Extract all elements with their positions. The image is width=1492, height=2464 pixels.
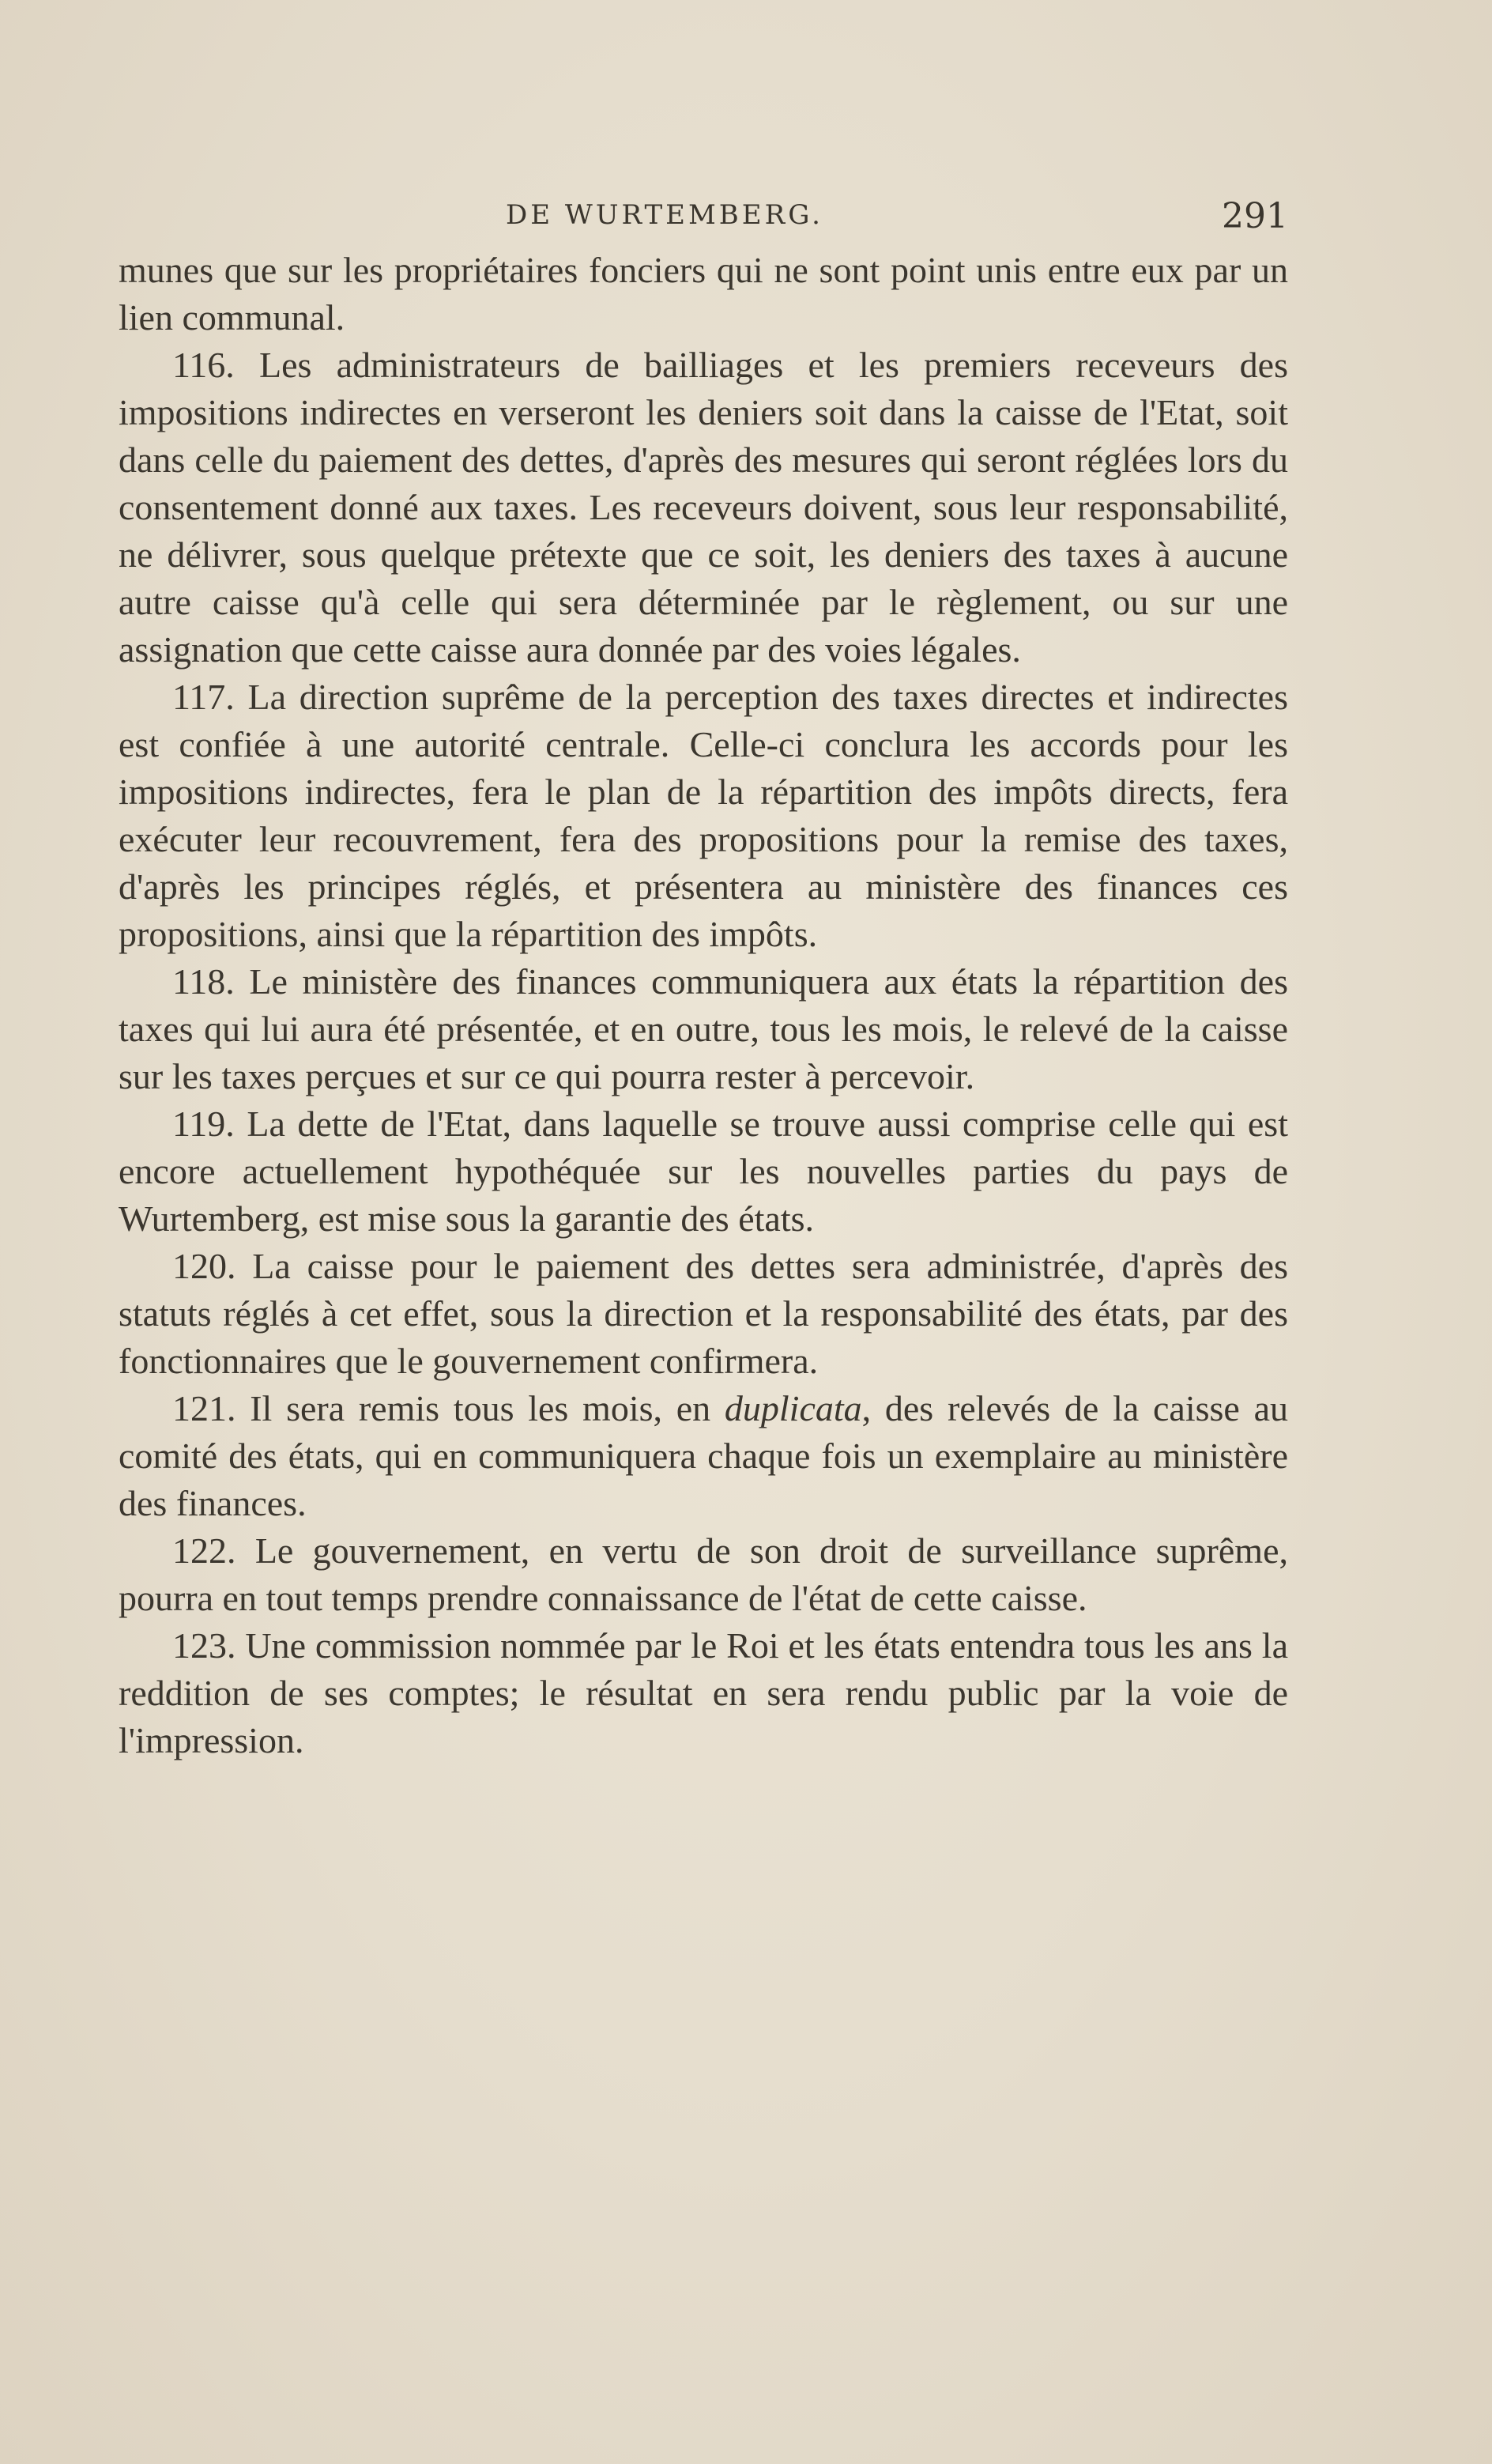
paragraph-continuation: munes que sur les propriétaires fonciers qui ne sont point unis entre eux par un lien communal. (119, 250, 1288, 338)
body-text (119, 247, 1288, 1764)
article-119: 119. La dette de l'Etat, dans laquelle se trouve aussi comprise celle qui est encore actuellement hypothéquée sur les nouvelles parties du pays de Wurtemberg, est mise sous la garantie des états. (119, 1104, 1288, 1239)
article-123: 123. Une commission nommée par le Roi et les états entendra tous les ans la reddition de ses comptes; le résultat en sera rendu public par la voie de l'impression. (119, 1625, 1288, 1760)
article-120: 120. La caisse pour le paiement des dettes sera administrée, d'après des statuts réglés à cet effet, sous la direction et la responsabilité des états, par des fonctionnaires que le gouvernement confirmera. (119, 1246, 1288, 1381)
page-number: 291 (1222, 196, 1288, 236)
running-head: DE WURTEMBERG. (506, 199, 823, 231)
article-117: 117. La direction suprême de la perception des taxes directes et indirectes est confiée à une autorité centrale. Celle-ci conclura les accords pour les impositions indirectes, fera le plan de la répartition des impôts directs, fera exécuter leur recouvrement, fera des propositions pour la remise des taxes, d'après les principes réglés, et présentera au ministère des finances ces propositions, ainsi que la répartition des impôts. (119, 677, 1288, 954)
article-121-text-start: 121. Il sera remis tous les mois, en (172, 1388, 725, 1428)
article-118: 118. Le ministère des finances communiquera aux états la répartition des taxes qui lui aura été présentée, et en outre, tous les mois, le relevé de la caisse sur les taxes perçues et sur ce qui pourra rester à percevoir. (119, 961, 1288, 1096)
article-122: 122. Le gouvernement, en vertu de son droit de surveillance suprême, pourra en tout temps prendre connaissance de l'état de cette caisse. (119, 1530, 1288, 1618)
page-header (119, 196, 1288, 247)
article-116: 116. Les administrateurs de bailliages et les premiers receveurs des impositions indirectes en verseront les deniers soit dans la caisse de l'Etat, soit dans celle du paiement des dettes, d'après des mesures qui seront réglées lors du consentement donné aux taxes. Les receveurs doivent, sous leur responsabilité, ne délivrer, sous quelque prétexte que ce soit, les deniers des taxes à aucune autre caisse qu'à celle qui sera déterminée par le règlement, ou sur une assignation que cette caisse aura donnée par des voies légales. (119, 345, 1288, 670)
article-121 (119, 1385, 1288, 1527)
article-121-text-end: , des relevés de la caisse au comité des états, qui en communiquera chaque fois un exemplaire au ministère des finances. (119, 1388, 1288, 1523)
article-121-italic-word: duplicata (724, 1388, 862, 1428)
